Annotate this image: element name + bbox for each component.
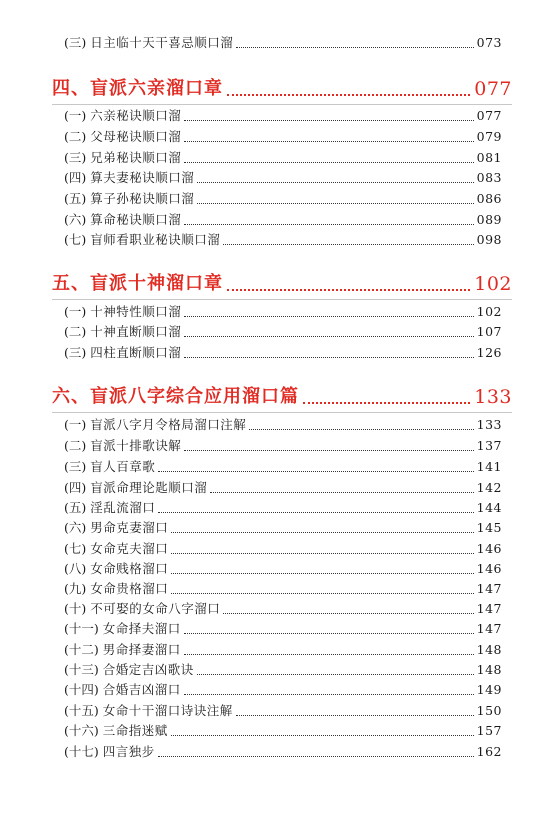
entry-number: (七) bbox=[64, 541, 87, 556]
dot-leader bbox=[184, 224, 473, 225]
entry-page: 102 bbox=[476, 304, 502, 319]
toc-entry[interactable] bbox=[64, 323, 502, 341]
toc-entry[interactable] bbox=[64, 702, 502, 720]
entry-page: 089 bbox=[476, 212, 502, 227]
entry-title: 算子孙秘诀顺口溜 bbox=[90, 191, 195, 206]
entry-title: 盲派八字月令格局溜口注解 bbox=[90, 417, 247, 432]
entry-page: 146 bbox=[476, 541, 502, 556]
dot-leader bbox=[184, 120, 473, 121]
entry-number: (十三) bbox=[64, 662, 99, 677]
entry-title: 四言独步 bbox=[102, 744, 155, 759]
toc-entry[interactable] bbox=[64, 499, 502, 517]
entry-number: (四) bbox=[64, 480, 87, 495]
toc-entry[interactable] bbox=[64, 169, 502, 187]
toc-entry[interactable] bbox=[64, 107, 502, 125]
dot-leader bbox=[158, 756, 474, 757]
entry-page: 148 bbox=[476, 662, 502, 677]
chapter-title: 四、盲派六亲溜口章 bbox=[52, 78, 223, 99]
entry-number: (三) bbox=[64, 345, 87, 360]
entry-title: 盲派十排歌诀解 bbox=[90, 438, 182, 453]
dot-leader bbox=[236, 47, 473, 48]
entry-page: 149 bbox=[476, 682, 502, 697]
dot-leader bbox=[236, 715, 474, 716]
toc-entry[interactable] bbox=[64, 479, 502, 497]
chapter-page: 133 bbox=[474, 386, 512, 408]
entry-title: 盲人百章歌 bbox=[90, 459, 156, 474]
dot-leader bbox=[171, 593, 473, 594]
chapter-title: 六、盲派八字综合应用溜口篇 bbox=[52, 386, 299, 407]
entry-page: 137 bbox=[476, 438, 502, 453]
chapter-page: 077 bbox=[474, 78, 512, 100]
dot-leader bbox=[184, 316, 473, 317]
entry-number: (三) bbox=[64, 459, 87, 474]
entry-title: 男命克妻溜口 bbox=[90, 520, 169, 535]
entry-page: 157 bbox=[476, 723, 502, 738]
toc-entry[interactable] bbox=[64, 437, 502, 455]
toc-entry[interactable] bbox=[64, 190, 502, 208]
toc-entry[interactable] bbox=[64, 661, 502, 679]
entry-number: (六) bbox=[64, 520, 87, 535]
entry-title: 女命贱格溜口 bbox=[90, 561, 169, 576]
entry-title: 男命择妻溜口 bbox=[102, 642, 181, 657]
toc-entry[interactable] bbox=[64, 580, 502, 598]
entry-page: 126 bbox=[476, 345, 502, 360]
toc-entry[interactable] bbox=[64, 722, 502, 740]
entry-title: 女命克夫溜口 bbox=[90, 541, 169, 556]
dot-leader bbox=[171, 532, 473, 533]
entry-page: 142 bbox=[476, 480, 502, 495]
entry-title: 十神直断顺口溜 bbox=[90, 324, 182, 339]
divider bbox=[52, 299, 512, 300]
toc-entry[interactable] bbox=[64, 128, 502, 146]
toc-entry[interactable] bbox=[64, 681, 502, 699]
chapter-heading[interactable] bbox=[52, 76, 512, 102]
dot-leader bbox=[184, 694, 474, 695]
entry-page: 147 bbox=[476, 621, 502, 636]
entry-page: 086 bbox=[476, 191, 502, 206]
divider bbox=[52, 104, 512, 105]
dot-leader bbox=[184, 654, 474, 655]
toc-entry[interactable] bbox=[64, 416, 502, 434]
dot-leader bbox=[158, 471, 473, 472]
dot-leader bbox=[197, 203, 473, 204]
entry-title: 女命贵格溜口 bbox=[90, 581, 169, 596]
toc-entry[interactable] bbox=[64, 149, 502, 167]
toc-entry[interactable] bbox=[64, 344, 502, 362]
entry-title: 父母秘诀顺口溜 bbox=[90, 129, 182, 144]
dot-leader bbox=[184, 141, 473, 142]
entry-title: 合婚定吉凶歌诀 bbox=[102, 662, 194, 677]
entry-page: 146 bbox=[476, 561, 502, 576]
toc-entry[interactable] bbox=[64, 540, 502, 558]
dot-leader bbox=[197, 674, 474, 675]
entry-number: (八) bbox=[64, 561, 87, 576]
entry-number: (七) bbox=[64, 232, 87, 247]
entry-number: (三) bbox=[64, 35, 87, 50]
toc-entry[interactable] bbox=[64, 519, 502, 537]
entry-page: 150 bbox=[476, 703, 502, 718]
dot-leader bbox=[184, 450, 473, 451]
dot-leader bbox=[227, 94, 470, 96]
toc-entry[interactable] bbox=[64, 211, 502, 229]
entry-title: 盲派命理论匙顺口溜 bbox=[90, 480, 208, 495]
entry-number: (二) bbox=[64, 438, 87, 453]
entry-number: (六) bbox=[64, 212, 87, 227]
chapter-title: 五、盲派十神溜口章 bbox=[52, 273, 223, 294]
dot-leader bbox=[184, 162, 473, 163]
entry-number: (二) bbox=[64, 129, 87, 144]
entry-number: (五) bbox=[64, 500, 87, 515]
entry-title: 三命指迷赋 bbox=[102, 723, 168, 738]
dot-leader bbox=[227, 289, 470, 291]
entry-page: 141 bbox=[476, 459, 502, 474]
entry-page: 133 bbox=[476, 417, 502, 432]
dot-leader bbox=[223, 244, 473, 245]
entry-title: 算命秘诀顺口溜 bbox=[90, 212, 182, 227]
toc-entry[interactable] bbox=[64, 303, 502, 321]
entry-page: 148 bbox=[476, 642, 502, 657]
entry-title: 四柱直断顺口溜 bbox=[90, 345, 182, 360]
toc-entry[interactable] bbox=[64, 641, 502, 659]
entry-page: 083 bbox=[476, 170, 502, 185]
divider bbox=[52, 412, 512, 413]
entry-number: (十五) bbox=[64, 703, 99, 718]
toc-entry[interactable] bbox=[64, 34, 502, 52]
dot-leader bbox=[171, 573, 473, 574]
dot-leader bbox=[171, 553, 473, 554]
entry-title: 淫乱流溜口 bbox=[90, 500, 156, 515]
dot-leader bbox=[184, 336, 473, 337]
entry-page: 079 bbox=[476, 129, 502, 144]
entry-title: 算夫妻秘诀顺口溜 bbox=[90, 170, 195, 185]
toc-entry[interactable] bbox=[64, 620, 502, 638]
toc-entry[interactable] bbox=[64, 560, 502, 578]
entry-number: (四) bbox=[64, 170, 87, 185]
entry-number: (十四) bbox=[64, 682, 99, 697]
entry-number: (十七) bbox=[64, 744, 99, 759]
entry-number: (一) bbox=[64, 304, 87, 319]
toc-entry[interactable] bbox=[64, 743, 502, 761]
entry-number: (十二) bbox=[64, 642, 99, 657]
entry-page: 107 bbox=[476, 324, 502, 339]
dot-leader bbox=[158, 512, 473, 513]
entry-title: 女命择夫溜口 bbox=[102, 621, 181, 636]
dot-leader bbox=[223, 613, 473, 614]
entry-title: 女命十干溜口诗诀注解 bbox=[102, 703, 233, 718]
dot-leader bbox=[184, 633, 474, 634]
dot-leader bbox=[210, 492, 473, 493]
entry-title: 合婚吉凶溜口 bbox=[102, 682, 181, 697]
entry-page: 098 bbox=[476, 232, 502, 247]
entry-number: (九) bbox=[64, 581, 87, 596]
chapter-page: 102 bbox=[474, 273, 512, 295]
entry-title: 盲师看职业秘诀顺口溜 bbox=[90, 232, 221, 247]
entry-page: 162 bbox=[476, 744, 502, 759]
entry-page: 077 bbox=[476, 108, 502, 123]
chapter-heading[interactable] bbox=[52, 271, 512, 297]
dot-leader bbox=[197, 182, 473, 183]
entry-page: 073 bbox=[476, 35, 502, 50]
toc-entry[interactable] bbox=[64, 231, 502, 249]
entry-title: 兄弟秘诀顺口溜 bbox=[90, 150, 182, 165]
toc-entry[interactable] bbox=[64, 600, 502, 618]
entry-number: (三) bbox=[64, 150, 87, 165]
entry-page: 145 bbox=[476, 520, 502, 535]
dot-leader bbox=[249, 429, 473, 430]
entry-title: 十神特性顺口溜 bbox=[90, 304, 182, 319]
toc-entry[interactable] bbox=[64, 458, 502, 476]
entry-number: (二) bbox=[64, 324, 87, 339]
dot-leader bbox=[184, 357, 473, 358]
entry-number: (五) bbox=[64, 191, 87, 206]
entry-number: (十) bbox=[64, 601, 87, 616]
entry-page: 147 bbox=[476, 581, 502, 596]
entry-title: 不可娶的女命八字溜口 bbox=[90, 601, 221, 616]
entry-page: 144 bbox=[476, 500, 502, 515]
entry-number: (十六) bbox=[64, 723, 99, 738]
entry-title: 六亲秘诀顺口溜 bbox=[90, 108, 182, 123]
entry-number: (十一) bbox=[64, 621, 99, 636]
entry-number: (一) bbox=[64, 108, 87, 123]
chapter-heading[interactable] bbox=[52, 384, 512, 410]
entry-title: 日主临十天干喜忌顺口溜 bbox=[90, 35, 234, 50]
dot-leader bbox=[171, 735, 474, 736]
entry-page: 147 bbox=[476, 601, 502, 616]
dot-leader bbox=[303, 402, 470, 404]
entry-page: 081 bbox=[476, 150, 502, 165]
entry-number: (一) bbox=[64, 417, 87, 432]
